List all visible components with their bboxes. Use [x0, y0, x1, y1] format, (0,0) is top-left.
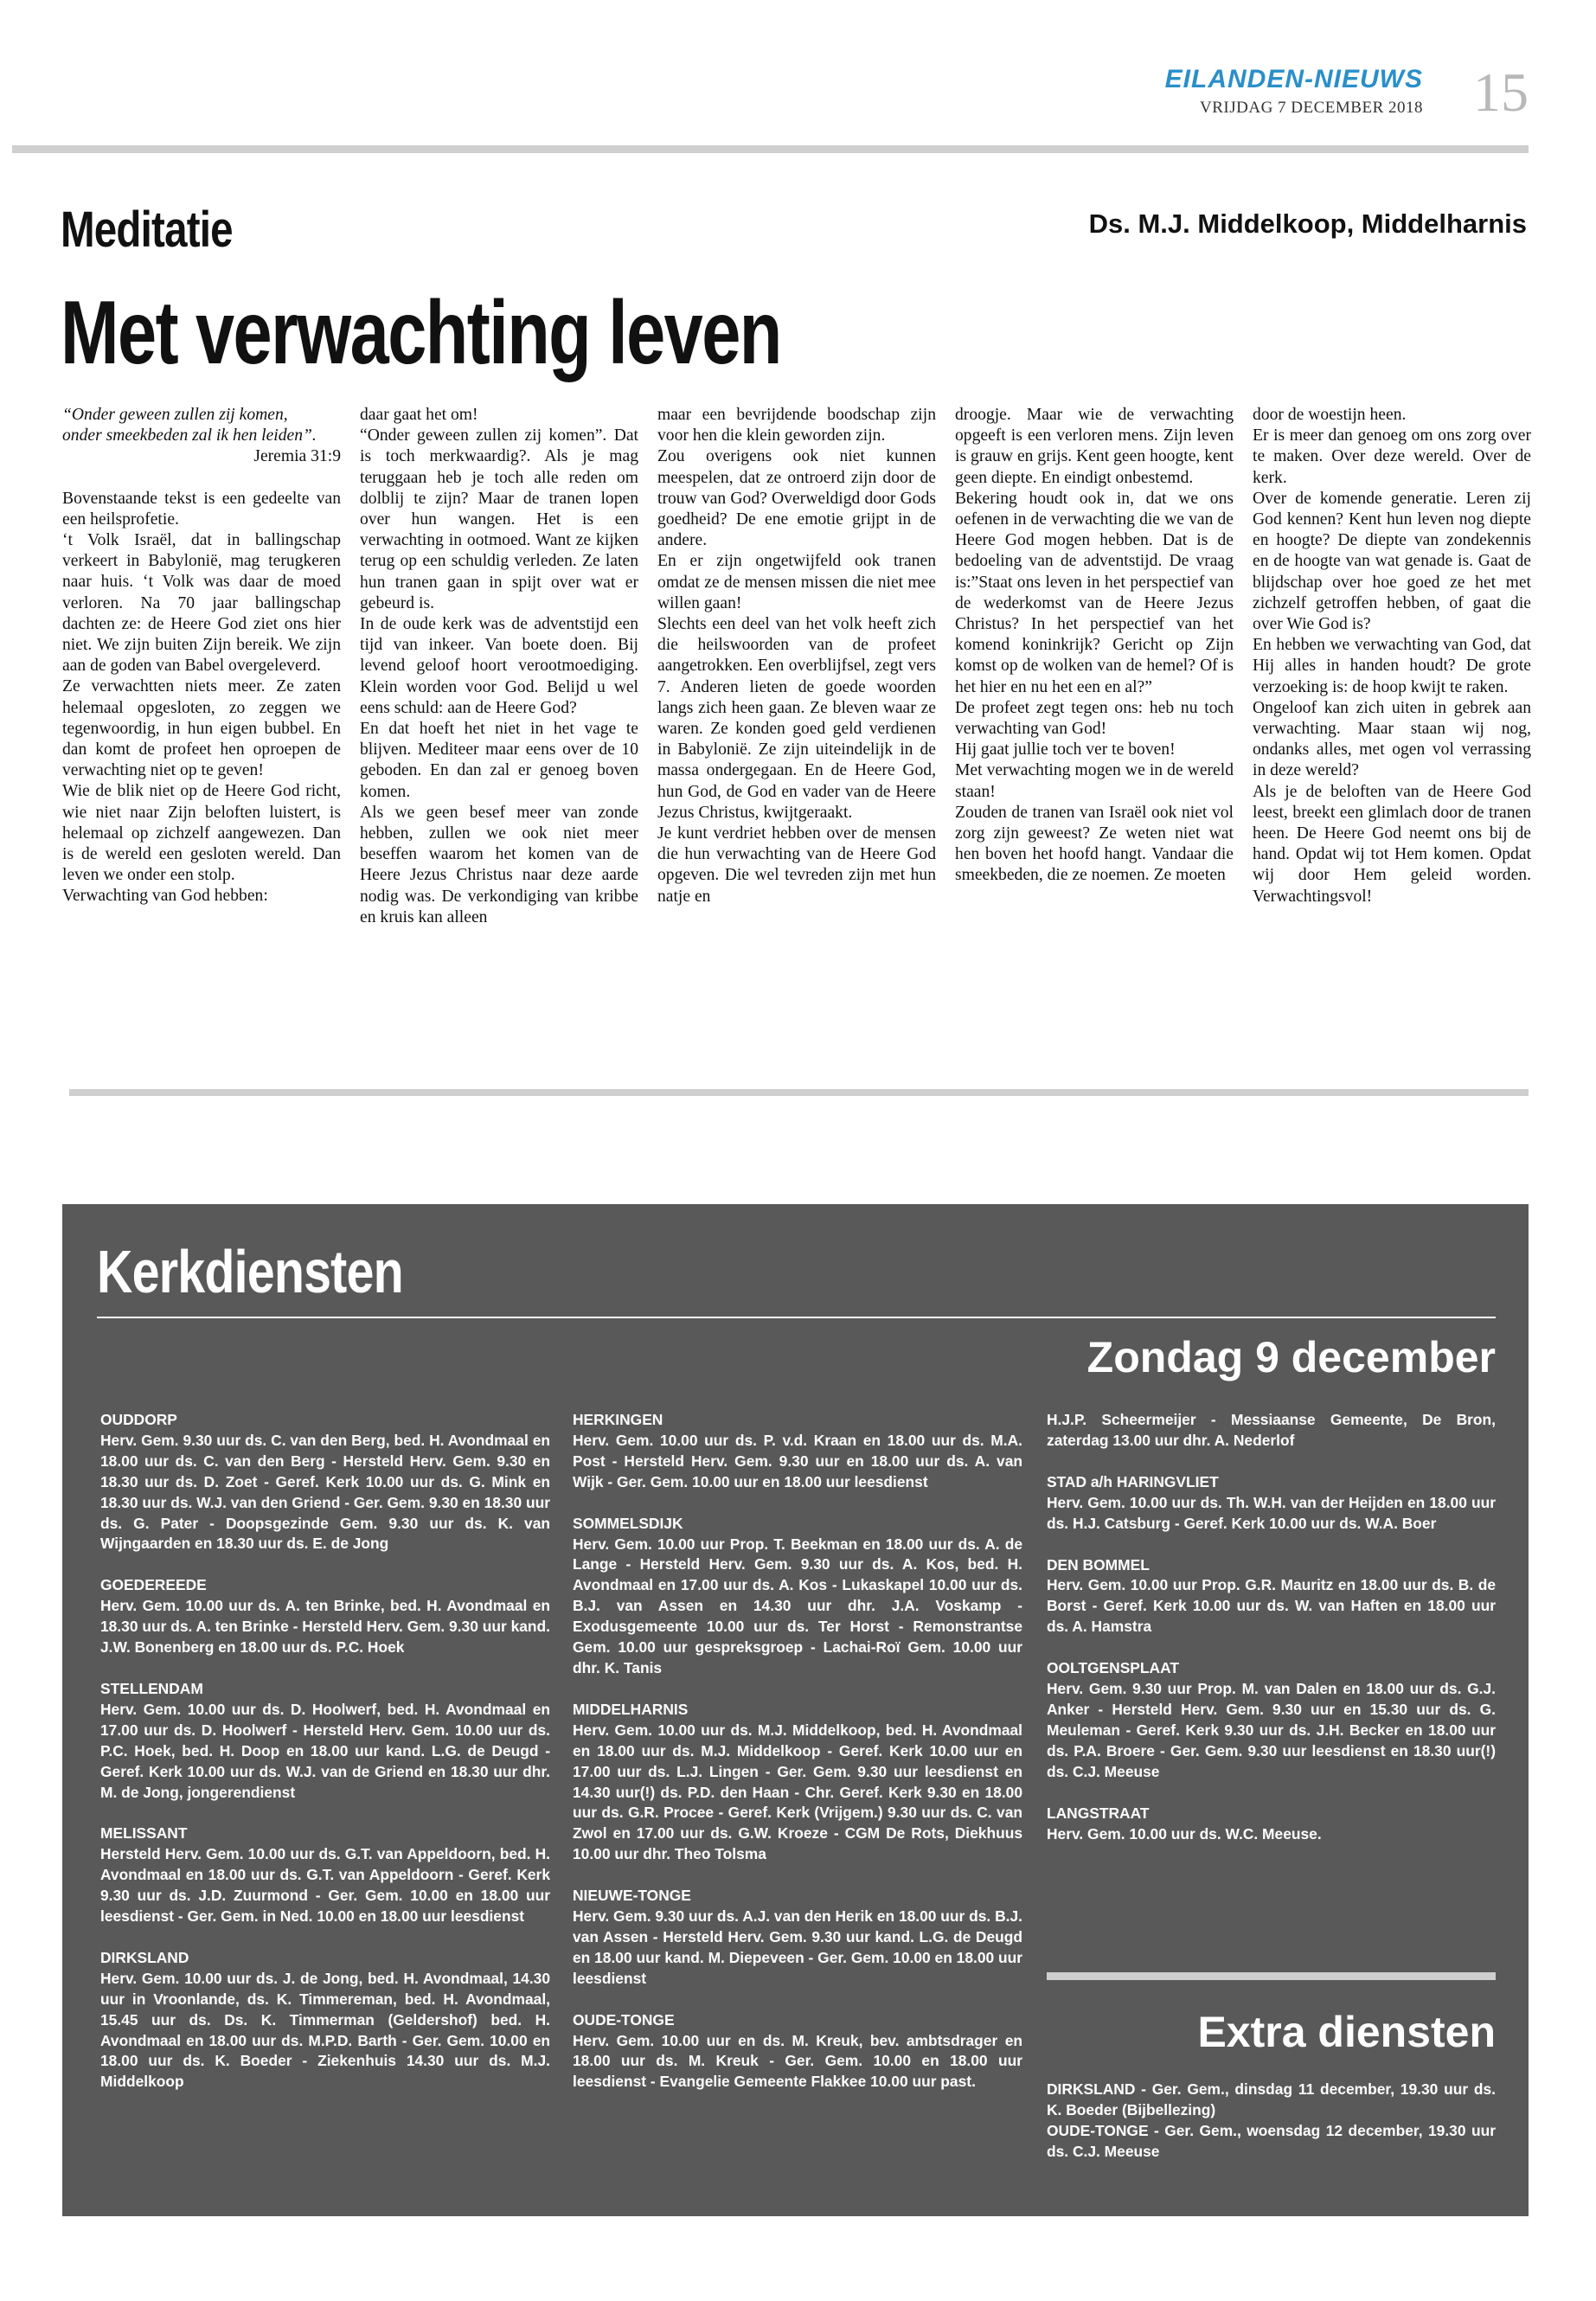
- service-details: Herv. Gem. 10.00 uur ds. J. de Jong, bed. H. Avondmaal, 14.30 uur in Vroonlande, ds. K. Timmereman, bed. H. Avondmaal, 15.45 uur ds. Ds. K. Timmerman (Geldershof) bed. H. Avondmaal en 18.00 uur ds. M.P.D. Barth - Ger. Gem. 10.00 en 18.00 uur ds. K. Boeder - Ziekenhuis 14.30 uur ds. M.J. Middelkoop: [100, 1969, 550, 2091]
- place-name: MIDDELHARNIS: [573, 1700, 689, 1718]
- extra-service-line: DIRKSLAND - Ger. Gem., dinsdag 11 december, 19.30 uur ds. K. Boeder (Bijbellezing): [1047, 2080, 1496, 2118]
- extra-services-divider: [1047, 1972, 1496, 1980]
- paragraph: Ze verwachtten niets meer. Ze zaten helemaal opgesloten, zo zeggen we tegenwoordig, in hun eigen bubbel. En dan komt de profeet hen oproepen de verwachting niet op te geven!: [62, 677, 341, 780]
- place-name: DEN BOMMEL: [1047, 1555, 1150, 1574]
- place-name: SOMMELSDIJK: [573, 1514, 683, 1532]
- paragraph: Zou overigens ook niet kunnen meespelen, dat ze ontroerd zijn door de trouw van God? Overweldigd door Gods goedheid? De ene emotie grijpt in de andere.: [657, 447, 936, 550]
- service-details: Herv. Gem. 10.00 uur en ds. M. Kreuk, bev. ambtsdrager en 18.00 uur ds. M. Kreuk - Ger. Gem. 10.00 en 18.00 uur leesdienst - Evangelie Gemeente Flakkee 10.00 uur past.: [573, 2031, 1022, 2091]
- services-column-2: [573, 1410, 1022, 2113]
- service-entry: [100, 1410, 550, 1554]
- service-details: Herv. Gem. 10.00 uur ds. P. v.d. Kraan en 18.00 uur ds. M.A. Post - Hersteld Herv. Gem. 9.30 uur en 18.00 uur ds. A. van Wijk - Ger. Gem. 10.00 uur en 18.00 uur leesdienst: [573, 1431, 1022, 1490]
- services-column-3: [1047, 1410, 1496, 1865]
- article-column-4: [955, 405, 1234, 887]
- place-name: DIRKSLAND: [100, 1948, 189, 1966]
- service-entry: [100, 1948, 550, 2093]
- church-services-title: Kerkdiensten: [97, 1238, 403, 1305]
- paragraph: Zouden de tranen van Israël ook niet vol zorg zijn geweest? Ze weten niet wat hen boven het hoofd hangt. Vandaar die smeekbeden, die ze noemen. Ze moeten: [955, 803, 1234, 885]
- paragraph: Slechts een deel van het volk heeft zich die heilswoorden van de profeet aangetrokken. Een overblijfsel, zegt vers 7. Anderen lieten de goede woorden langs zich heen gaan. Ze bleven waar ze waren. Ze konden goed geld verdienen in Babylonië. Ze zijn uiteindelijk in de massa ondergegaan. En de Heere God, hun God, de God en vader van de Heere Jezus Christus, kwijtgeraakt.: [657, 615, 936, 822]
- extra-service-line: OUDE-TONGE - Ger. Gem., woensdag 12 december, 19.30 uur ds. C.J. Meeuse: [1047, 2121, 1496, 2160]
- paragraph: droogje. Maar wie de verwachting opgeeft is een verloren mens. Zijn leven is grauw en grijs. Kent geen hoogte, kent geen diepte. En eindigt onbestemd.: [955, 406, 1234, 487]
- article-headline: Met verwachting leven: [61, 283, 781, 383]
- article-column-5: [1253, 405, 1531, 907]
- paragraph: Bovenstaande tekst is een gedeelte van een heilsprofetie.: [62, 489, 341, 529]
- service-entry: [100, 1679, 550, 1803]
- paragraph: maar een bevrijdende boodschap zijn voor hen die klein geworden zijn.: [657, 406, 936, 445]
- service-entry: [1047, 1472, 1496, 1535]
- section-label: Meditatie: [61, 202, 233, 258]
- service-details: H.J.P. Scheermeijer - Messiaanse Gemeente, De Bron, zaterdag 13.00 uur dhr. A. Nederlof: [1047, 1411, 1496, 1449]
- place-name: OUDE-TONGE: [573, 2010, 675, 2029]
- paragraph: Hij gaat jullie toch ver te boven!: [955, 740, 1176, 760]
- service-details: Herv. Gem. 10.00 uur ds. Th. W.H. van der Heijden en 18.00 uur ds. H.J. Catsburg - Geref. Kerk 10.00 uur ds. W.A. Boer: [1047, 1493, 1496, 1532]
- paragraph: Ongeloof kan zich uiten in gebrek aan verwachting. Maar staan wij nog, ondanks alles, met ogen vol verrassing in deze wereld?: [1253, 698, 1531, 780]
- extra-services-title: Extra diensten: [1197, 2008, 1496, 2056]
- services-date-heading: Zondag 9 december: [1086, 1333, 1496, 1381]
- place-name: STELLENDAM: [100, 1679, 203, 1697]
- opening-quote-line-1: “Onder geween zullen zij komen,: [62, 406, 288, 424]
- article-column-2: [360, 405, 638, 928]
- place-name: OOLTGENSPLAAT: [1047, 1659, 1179, 1677]
- service-details: Herv. Gem. 10.00 uur ds. D. Hoolwerf, bed. H. Avondmaal en 17.00 uur ds. D. Hoolwerf - Hersteld Herv. Gem. 10.00 uur ds. P.C. Hoek, bed. H. Doop en 18.00 uur kand. L.G. de Deugd - Geref. Kerk 10.00 uur ds. W.J. van de Griend en 18.30 uur dhr. M. de Jong, jongerendienst: [100, 1700, 550, 1801]
- service-details: Hersteld Herv. Gem. 10.00 uur ds. G.T. van Appeldoorn, bed. H. Avondmaal en 18.00 uur ds. G.T. van Appeldoorn - Geref. Kerk 9.30 uur ds. J.D. Zuurmond - Ger. Gem. 10.00 en 18.00 uur leesdienst - Ger. Gem. in Ned. 10.00 en 18.00 uur leesdienst: [100, 1845, 550, 1926]
- paragraph: De profeet zegt tegen ons: heb nu toch verwachting van God!: [955, 698, 1234, 739]
- paragraph: Over de komende generatie. Leren zij God kennen? Kent hun leven nog diepte en hoogte? De diepte van zondekennis en de hoogte van wat genade is. Gaat de blijdschap over hoe goed ze het met zichzelf getroffen hebben, of gaat die over Wie God is?: [1253, 489, 1531, 634]
- paragraph: Je kunt verdriet hebben over de mensen die hun verwachting van de Heere God opgeven. Die wel tevreden zijn met hun natje en: [657, 824, 936, 906]
- article-column-3: [657, 405, 936, 907]
- masthead: [1165, 66, 1423, 118]
- paragraph: In de oude kerk was de adventstijd een tijd van inkeer. Van boete doen. Bij levend geloof hoort verootmoediging. Klein worden voor God. Belijd u wel eens schuld: aan de Heere God?: [360, 615, 638, 717]
- paragraph: door de woestijn heen.: [1253, 406, 1407, 424]
- place-name: HERKINGEN: [573, 1411, 663, 1428]
- church-services-box: [62, 1204, 1529, 2216]
- service-entry: [100, 1575, 550, 1658]
- service-details: Herv. Gem. 9.30 uur Prop. M. van Dalen en 18.00 uur ds. G.J. Anker - Hersteld Herv. Gem. 9.30 uur en 15.30 uur ds. G. Meuleman - Geref. Kerk 9.30 uur ds. J.H. Becker en 18.00 uur ds. P.A. Broere - Ger. Gem. 9.30 uur leesdienst en 18.30 uur(!) ds. C.J. Meeuse: [1047, 1680, 1496, 1780]
- paragraph: En dat hoeft het niet in het vage te blijven. Mediteer maar eens over de 10 geboden. En dan zal er genoeg boven komen.: [360, 720, 638, 801]
- service-details: Herv. Gem. 9.30 uur ds. C. van den Berg, bed. H. Avondmaal en 18.00 uur ds. C. van den Berg - Hersteld Herv. Gem. 9.30 en 18.30 uur ds. D. Zoet - Geref. Kerk 10.00 uur ds. G. Mink en 18.30 uur ds. W.J. van den Griend - Ger. Gem. 9.30 en 18.30 uur ds. G. Pater - Doopsgezinde Gem. 9.30 uur ds. K. van Wijngaarden en 18.30 uur ds. E. de Jong: [100, 1431, 550, 1553]
- service-entry: [573, 1514, 1022, 1679]
- quote-reference: Jeremia 31:9: [253, 447, 341, 466]
- service-entry: [100, 1823, 550, 1927]
- paragraph: En er zijn ongetwijfeld ook tranen omdat ze de mensen missen die niet mee willen gaan!: [657, 552, 936, 612]
- section-divider: [69, 1089, 1529, 1096]
- paragraph: daar gaat het om!: [360, 406, 478, 424]
- place-name: LANGSTRAAT: [1047, 1804, 1150, 1822]
- title-divider: [97, 1317, 1496, 1318]
- service-details: Herv. Gem. 10.00 uur Prop. G.R. Mauritz en 18.00 uur ds. B. de Borst - Geref. Kerk 10.00 uur ds. W. van Haften en 18.00 uur ds. A. Hamstra: [1047, 1576, 1496, 1636]
- service-entry: [1047, 1410, 1496, 1452]
- paragraph: Als je de beloften van de Heere God leest, breekt een glimlach door de tranen heen. De Heere God neemt ons bij de hand. Opdat wij tot Hem komen. Opdat wij door Hem geleid worden. Verwachtingsvol!: [1253, 782, 1531, 906]
- paragraph: Wie de blik niet op de Heere God richt, wie niet naar Zijn beloften luistert, is helemaal op zichzelf aangewezen. Dan is de wereld een gesloten wereld. Dan leven we onder een stolp.: [62, 782, 341, 885]
- article-author: Ds. M.J. Middelkoop, Middelharnis: [1088, 208, 1527, 239]
- service-entry: [1047, 1804, 1496, 1845]
- place-name: GOEDEREEDE: [100, 1576, 207, 1594]
- opening-quote-line-2: onder smeekbeden zal ik hen leiden”.: [62, 426, 317, 445]
- paragraph: “Onder geween zullen zij komen”. Dat is toch merkwaardig?. Als je mag teruggaan heb je toch alle reden om dolblij te zijn? Maar de tranen lopen over hun wangen. Het is een verwachting in ootmoed. Want ze kijken terug op een schuldig verleden. Ze laten hun tranen gaan in spijt over wat er gebeurd is.: [360, 426, 638, 612]
- page-number: 15: [1473, 61, 1529, 123]
- header-divider: [12, 145, 1529, 153]
- paragraph: Bekering houdt ook in, dat we ons oefenen in de verwachting die we van de Heere God mogen hebben. Dat is de bedoeling van de adventstijd. De vraag is:”Staat ons leven in het perspectief van de wederkomst van de Heere Jezus Christus? In het perspectief van het komend koninkrijk? Gericht op Zijn komst op de wolken van de hemel? Of is het hier en nu het een en al?”: [955, 489, 1234, 696]
- service-details: Herv. Gem. 10.00 uur ds. M.J. Middelkoop, bed. H. Avondmaal en 18.00 uur ds. M.J. Middelkoop - Geref. Kerk 10.00 uur en 17.00 uur ds. L.J. Lingen - Ger. Gem. 9.30 uur leesdienst en 14.30 uur(!) ds. P.D. den Haan - Chr. Geref. Kerk 9.30 en 18.00 uur ds. G.R. Procee - Geref. Kerk (Vrijgem.) 9.30 uur ds. C. van Zwol en 17.00 uur ds. G.W. Kroeze - CGM De Rots, Diekhuus 10.00 uur dhr. Theo Tolsma: [573, 1721, 1022, 1863]
- service-details: Herv. Gem. 10.00 uur ds. A. ten Brinke, bed. H. Avondmaal en 18.30 uur ds. A. ten Brinke - Hersteld Herv. Gem. 9.30 uur kand. J.W. Bonenberg en 18.00 uur ds. P.C. Hoek: [100, 1597, 550, 1657]
- place-name: NIEUWE-TONGE: [573, 1887, 691, 1905]
- issue-date: VRIJDAG 7 DECEMBER 2018: [1200, 99, 1423, 117]
- place-name: OUDDORP: [100, 1411, 177, 1428]
- paragraph: Er is meer dan genoeg om ons zorg over te maken. Over deze wereld. Over de kerk.: [1253, 426, 1531, 487]
- place-name: STAD a/h HARINGVLIET: [1047, 1472, 1219, 1490]
- paragraph: Als we geen besef meer van zonde hebben, zullen we ook niet meer beseffen waarom het komen van de Heere Jezus Christus naar deze aarde nodig was. De verkondiging van kribbe en kruis kan alleen: [360, 803, 638, 926]
- service-entry: [573, 1410, 1022, 1493]
- service-entry: [1047, 1658, 1496, 1782]
- newspaper-logo: EILANDEN-NIEUWS: [1164, 65, 1423, 93]
- paragraph: Met verwachting mogen we in de wereld staan!: [955, 761, 1234, 801]
- place-name: MELISSANT: [100, 1824, 188, 1843]
- service-details: Herv. Gem. 10.00 uur ds. W.C. Meeuse.: [1047, 1824, 1322, 1843]
- paragraph: Verwachting van God hebben:: [62, 887, 268, 906]
- article-column-1: [62, 405, 341, 907]
- paragraph: En hebben we verwachting van God, dat Hij alles in handen houdt? De grote verzoeking is: de hoop kwijt te raken.: [1253, 636, 1531, 696]
- service-entry: [573, 1886, 1022, 1990]
- paragraph: ‘t Volk Israël, dat in ballingschap verkeert in Babylonië, mag terugkeren naar huis. ‘t Volk was daar de moed verloren. Na 70 jaar ballingschap dachten ze: de Heere God ziet ons hier niet. We zijn buiten Zijn bereik. We zijn aan de goden van Babel overgeleverd.: [62, 531, 341, 676]
- service-details: Herv. Gem. 9.30 uur ds. A.J. van den Herik en 18.00 uur ds. B.J. van Assen - Hersteld Herv. Gem. 9.30 uur kand. L.G. de Deugd en 18.00 uur kand. M. Diepeveen - Ger. Gem. 10.00 en 18.00 uur leesdienst: [573, 1907, 1023, 1987]
- service-entry: [1047, 1555, 1496, 1638]
- service-entry: [573, 1700, 1022, 1865]
- services-column-1: [100, 1410, 550, 2113]
- service-entry: [573, 2010, 1022, 2093]
- extra-services-list: [1047, 2080, 1496, 2163]
- service-details: Herv. Gem. 10.00 uur Prop. T. Beekman en 18.00 uur ds. A. de Lange - Hersteld Herv. Gem. 9.30 uur ds. A. Kos, bed. H. Avondmaal en 17.00 uur ds. A. Kos - Lukaskapel 10.00 uur ds. B.J. van Assen en 14.30 uur dhr. J.A. Voskamp - Exodusgemeente 10.00 uur ds. Ter Horst - Remonstrantse Gem. 10.00 uur gespreksgroep - Lachai-Roï Gem. 10.00 uur dhr. K. Tanis: [573, 1535, 1022, 1676]
